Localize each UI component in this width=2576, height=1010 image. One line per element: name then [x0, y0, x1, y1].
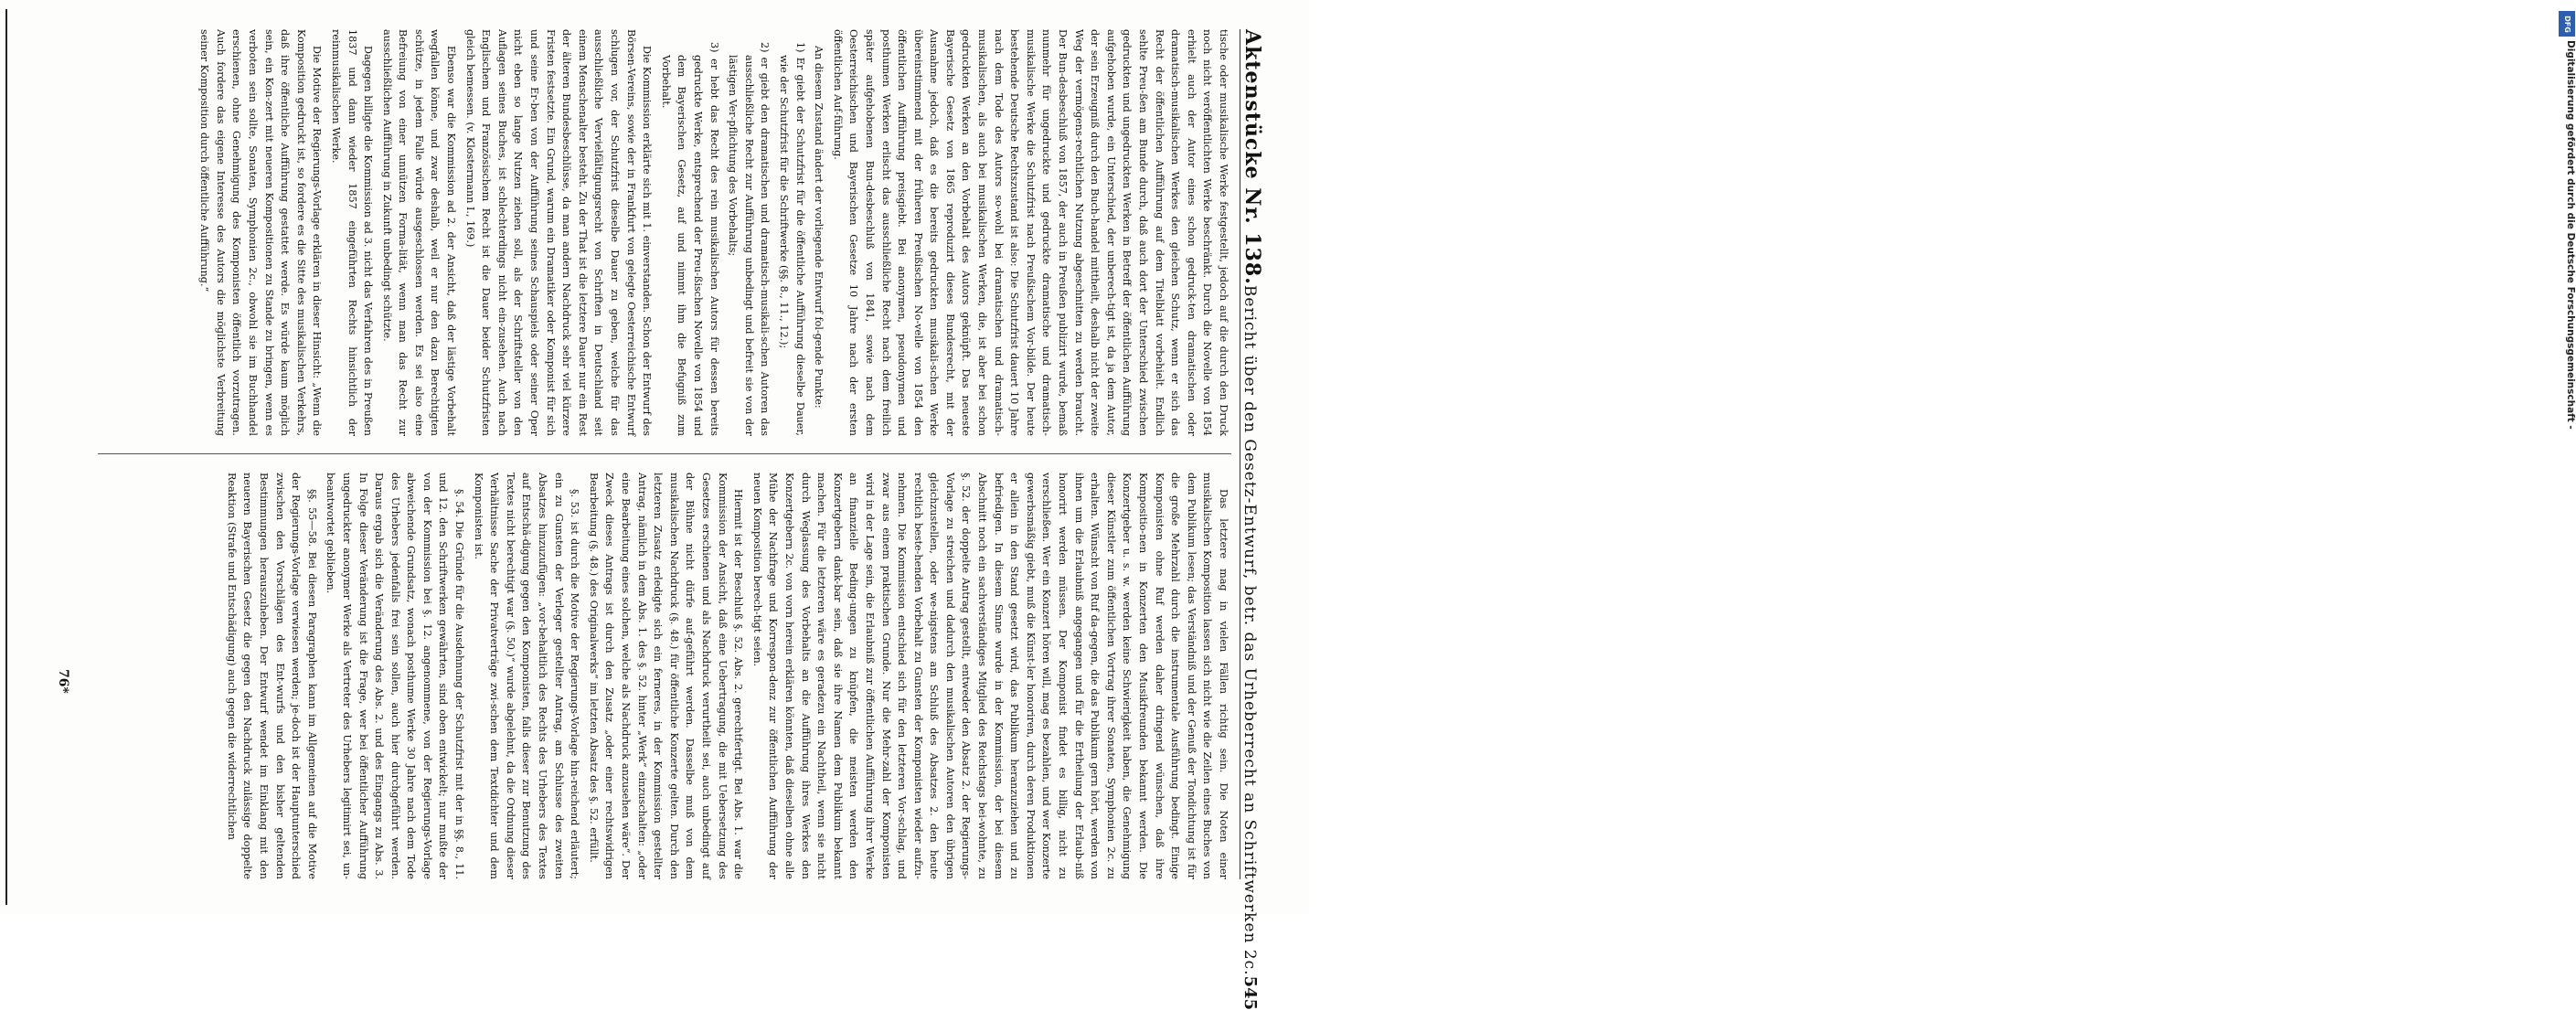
list-item: 3) er hebt das Recht des rein musikalischen Autors für dessen bereits gedruckte Werke, entsprechend der Preu-ßischen Novelle von 1854 und dem Bayerischen Gesetz, auf und nimmt ihm die Befugniß zum Vorbehalt.: [659, 42, 720, 436]
header-title: Bericht über den Gesetz-Entwurf, betr. das Urheberrecht an Schriftwerken 2c.: [1240, 284, 1259, 976]
digitization-credit: Digitalisierung gefördert durch die Deutsche Forschungsgemeinschaft -: [2565, 40, 2576, 430]
list-item: 1) Er giebt der Schutzfrist für die öffentliche Aufführung dieselbe Dauer, wie der Schutzfrist für die Schriftwerke (§§. 8., 11., 12.);: [777, 42, 806, 436]
paragraph: §. 53. ist durch die Motive der Regierungs-Vorlage hin-reichend erläutert; ein zu Gunsten der Verleger gestellter Antrag, am Schlusse des zweiten Absatzes hinzuzufügen: „vor-behaltlich des Rechts des Urhebers des Textes auf Entschä-digung gegen den Komponisten, falls dieser zur Benutzung des Textes nicht berechtigt war (§. 50.)“ wurde abgelehnt, da die Ordnung dieser Verhältnisse Sache der Privatverträge zwi-schen dem Textdichter und dem Komponisten ist.: [472, 473, 581, 879]
binding-edge-line: [5, 9, 7, 905]
paragraph: Die Motive der Regierungs-Vorlage erklären in dieser Hinsicht: „Wenn die Komposition gedruckt ist, so fordere es die Sitte des musikalischen Verkehrs, daß ihre öffentliche Aufführung gestattet werde. Es würde kaum möglich sein, ein Kon-zert mit neueren Kompositionen zu Stande zu bringen, wenn es verboten sein sollte, Sonaten, Symphonien 2c., obwohl sie im Buchhandel erschienen, ohne Genehmigung des Komponisten öffentlich vorzutragen. Auch fordere das eigene Interesse des Autors die möglichste Verbreitung seiner Komposition durch öffentliche Aufführung.“: [198, 29, 324, 436]
paragraph: §. 54. Die Gründe für die Ausdehnung der Schutzfrist mit der in §§. 8., 11. und 12. den Schriftwerken gewährten, sind oben entwickelt; nur mußte der von der Kommission bei §. 12. angenommene, von der Regierungs-Vorlage abweichende Grundsatz, wonach posthume Werke 30 Jahre nach dem Tode des Urhebers jedenfalls frei sein sollen, auch hier durchgeführt werden. Daraus ergab sich die Veränderung des Abs. 2. und des Eingangs zu Abs. 3. In Folge dieser Veränderung ist die Frage, wer bei öffentlicher Aufführung ungedruckter anonymer Werke als Vertreter des Urhebers legitimirt sei, un-beantwortet geblieben.: [325, 473, 466, 879]
dfg-logo-icon: DFG: [2559, 11, 2575, 37]
list-item: 2) er giebt den dramatischen und dramatisch-musikali-schen Autoren das ausschließliche Recht zur Aufführung unbedingt und befreit sie von der lästigen Ver-pflichtung des Vorbehalts;: [727, 42, 772, 436]
paragraph: Dagegen billigte die Kommission ad 3. nicht das Verfahren des in Preußen 1837 und dann wieder 1857 eingeführten Rechts hinsichtlich der reinmusikalischen Werke.: [329, 29, 375, 436]
sheet-signature-mark: 76*: [56, 669, 70, 694]
paragraph: tische oder musikalische Werke festgestellt, jedoch auf die durch den Druck noch nicht veröffentlichten Werke beschränkt. Durch die Novelle von 1854 erhielt auch der Autor eines schon gedruck-ten dramatischen oder dramatisch-musikalischen Werkes den gleichen Schutz, wenn er sich das Recht der öffentlichen Aufführung auf dem Titelblatt vorbehielt. Endlich sehlte Preu-ßen am Bunde durch, daß auch dort der Unterschied zwischen gedruckten und ungedruckten Werken in Betreff der öffentlichen Aufführung aufgehoben wurde, ein Unterschied, der unberech-tigt ist, da ja dem Autor, der sein Erzeugniß durch den Buch-handel mittheilt, deshalb nicht der zweite Weg der vermögens-rechtlichen Nutzung abgeschnitten zu werden braucht. Der Bun-desbeschluß von 1857, der auch in Preußen publizirt wurde, bemaß nunmehr für ungedruckte und gedruckte dramatische und dramatisch-musikalische Werke die Schutzfrist nach Preußischem Vor-bilde. Der heute bestehende Deutsche Rechtszustand ist also: Die Schutzfrist dauert 10 Jahre nach dem Tode des Autors so-wohl bei dramatischen und dramatisch-musikalischen, als auch bei musikalischen Werken, die, ist aber bei schon gedruckten Werken an den Vorbehalt des Autors geknüpft. Das neueste Bayerische Gesetz von 1865 reproduzirt dieses Bundesrecht, mit der Ausnahme jedoch, daß es die bereits gedruckten musikali-schen Werke übereinstimmend mit der früheren Preußischen No-velle von 1854 den öffentlichen Aufführung preisgiebt. Bei anonymen, pseudonymen und posthumen Werken erlischt das ausschließliche Recht nach dem freilich später aufgehobenen Bun-desbeschluß von 1841, sowie nach dem Oesterreichischen und Bayerischen Gesetze 10 Jahre nach der ersten öffentlichen Auf-führung.: [831, 29, 1229, 436]
page-number: 545: [1240, 975, 1260, 1010]
right-text-column: [89, 473, 1231, 879]
paragraph: Die Kommission erklärte sich mit 1. einverstanden. Schon der Entwurf des Börsen-Vereins, sowie der in Frankfurt von gelegte Oesterreichische Entwurf schlugen vor, der Schutzfrist dieselbe Dauer zu geben, welche für das ausschließliche Vervielfältigungsrecht von Schriften in Deutschland seit einem Menschenalter besteht. Zu der That ist die letztere Dauer nur ein Rest der älteren Bundesbeschlüsse, da man andern Nachdruck sehr viel kürzere Fristen festsetzte. Ein Grund, warum ein Dramatiker oder Komponist für sich und seine Er-ben von der Aufführung seines Schauspiels oder seiner Oper nicht eben so lange Nutzen ziehen soll, als der Schriftsteller von den Auflagen seines Buches, ist schlechterdings nicht ein-zusehen. Auch nach Englischem und Französischem Recht ist die Dauer beider Schutzfristen gleich bemessen. (v. Klostermann I., 169.): [463, 29, 654, 436]
paragraph: Ebenso war die Kommission ad 2. der Ansicht, daß der lästige Vorbehalt wegfallen könne, und zwar deshalb, weil er nur den dazu Berechtigten schütze, in jedem Falle würde ausgeschlossen werden. Es sei also eine Befreiung von einer unnützen Forma-lität, wenn man das Recht zur ausschließlichen Aufführung in Zukunft unbedingt schützte.: [380, 29, 458, 436]
page-header: [1240, 29, 1275, 1010]
column-divider: [98, 453, 1231, 454]
rotated-document-page: [23, 29, 1275, 1010]
paragraph: §§. 55—58. Bei diesen Paragraphen kann im Allgemeinen auf die Motive der Regierungs-Vorlage verwiesen werden; je-doch ist der Hauptunterschied zwischen den Vorschlägen des Ent-wurfs und den bisher geltenden Bestimmungen herauszuheben. Der Entwurf wendet im Einklang mit den neueren Bayerischen Gesetz die gegen den Nachdruck zulässige doppelte Reaktion (Strafe und Entschädigung) auch gegen die widerrechtlichen: [225, 473, 318, 879]
left-text-column: [89, 29, 1231, 436]
credit-strip: [1275, 0, 2576, 914]
paragraph: Das letztere mag in vielen Fällen richtig sein. Die Noten einer musikalischen Komposition lassen sich nicht wie die Zeilen eines Buches von dem Publikum lesen; das Verständniß und der Genuß der Tondichtung ist für die große Mehrzahl durch die instrumentale Ausführung bedingt. Einige Komponisten ohne Ruf werden daher dringend wünschen, daß ihre Kompositio-nen in Konzerten den Musikfreunden bekannt werden. Die Konzertgeber u. s. w. werden keine Schwierigkeit haben, die Genehmigung dieser Künstler zum öffentlichen Vortrag ihrer Sonaten, Symphonien 2c. zu erhalten. Wünscht von Ruf da-gegen, die das Publikum gern hört, werden von ihnen um die Erlaubniß angegangen und für die Ertheilung der Erlaub-niß honorirt werden müssen. Der Komponist findet es billig, nicht zu verschließen. Wer ein Konzert hören will, mag es bezahlen, und wer Konzerte gewerbsmäßig giebt, muß die Künst-ler honoriren, durch deren Produktionen er allein in den Stand gesetzt wird, das Publikum heranzuziehen und zu befriedigen. In diesem Sinne wurde in der Kommission, der bei diesem Abschnitt noch ein sachverständiges Mitglied des Reichstags bei-wohnte, zu §. 52. der doppelte Antrag gestellt, entweder den Absatz 2. der Regierungs-Vorlage zu streichen und dadurch den musikalischen Autoren den übrigen gleichzustellen, oder we-nigstens am Schluß des Absatzes 2. den heute rechtlich beste-henden Vorbehalt zu Gunsten der Komponisten wieder aufzu-nehmen. Die Kommission entschied sich für den letzteren Vor-schlag, und zwar aus einem praktischen Grunde. Nur die Mehr-zahl der Komponisten wird in der Lage sein, die Erlaubniß zur öffentlichen Aufführung ihrer Werke an finanzielle Beding-ungen zu knüpfen, die meisten werden den Konzertgebern dank-bar sein, daß sie ihre Namen dem Publikum bekannt machen. Für die letzteren wäre es geradezu ein Nachtheil, wenn sie nicht durch Weglassung des Vorbehalts an die Aufführung ihres Werkes den Konzertgebern 2c. von vorn herein erklären könnten, daß dieselben ohne alle Mühe der Nachfrage und Korrespon-denz zur öffentlichen Aufführung der neuen Komposition berech-tigt seien.: [750, 473, 1229, 879]
header-document-number: Aktenstücke Nr. 138.: [1240, 29, 1264, 285]
paragraph: An diesem Zustand ändert der vorliegende Entwurf fol-gende Punkte:: [813, 46, 825, 409]
paragraph: Hiermit ist der Beschluß §. 52. Abs. 2. gerechtfertigt. Bei Abs. 1. war die Kommission der Ansicht, daß eine Uebertragung, die mit Uebersetzung des Gesetzes erschienen und als Nachdruck verurtheilt sei, auch unbedingt auf der Bühne nicht dürfe auf-geführt werden. Dasselbe muß von dem musikalischen Nachdruck (§. 48.) für öffentliche Konzerte gelten. Durch den letzteren Zusatz erledigte sich ein ferneres, in der Kommission gestellter Antrag, nämlich in dem Abs. 1. des §. 52. hinter „Werk“ einzuschalten: „oder eine Bearbeitung eines solchen, welche als Nachdruck anzusehen wäre“. Der Zweck dieses Antrags ist durch den Zusatz „oder einer rechtswidrigen Bearbeitung (§. 48.) des Originalwerks“ im letzten Absatz des §. 52. erfüllt.: [587, 473, 745, 879]
